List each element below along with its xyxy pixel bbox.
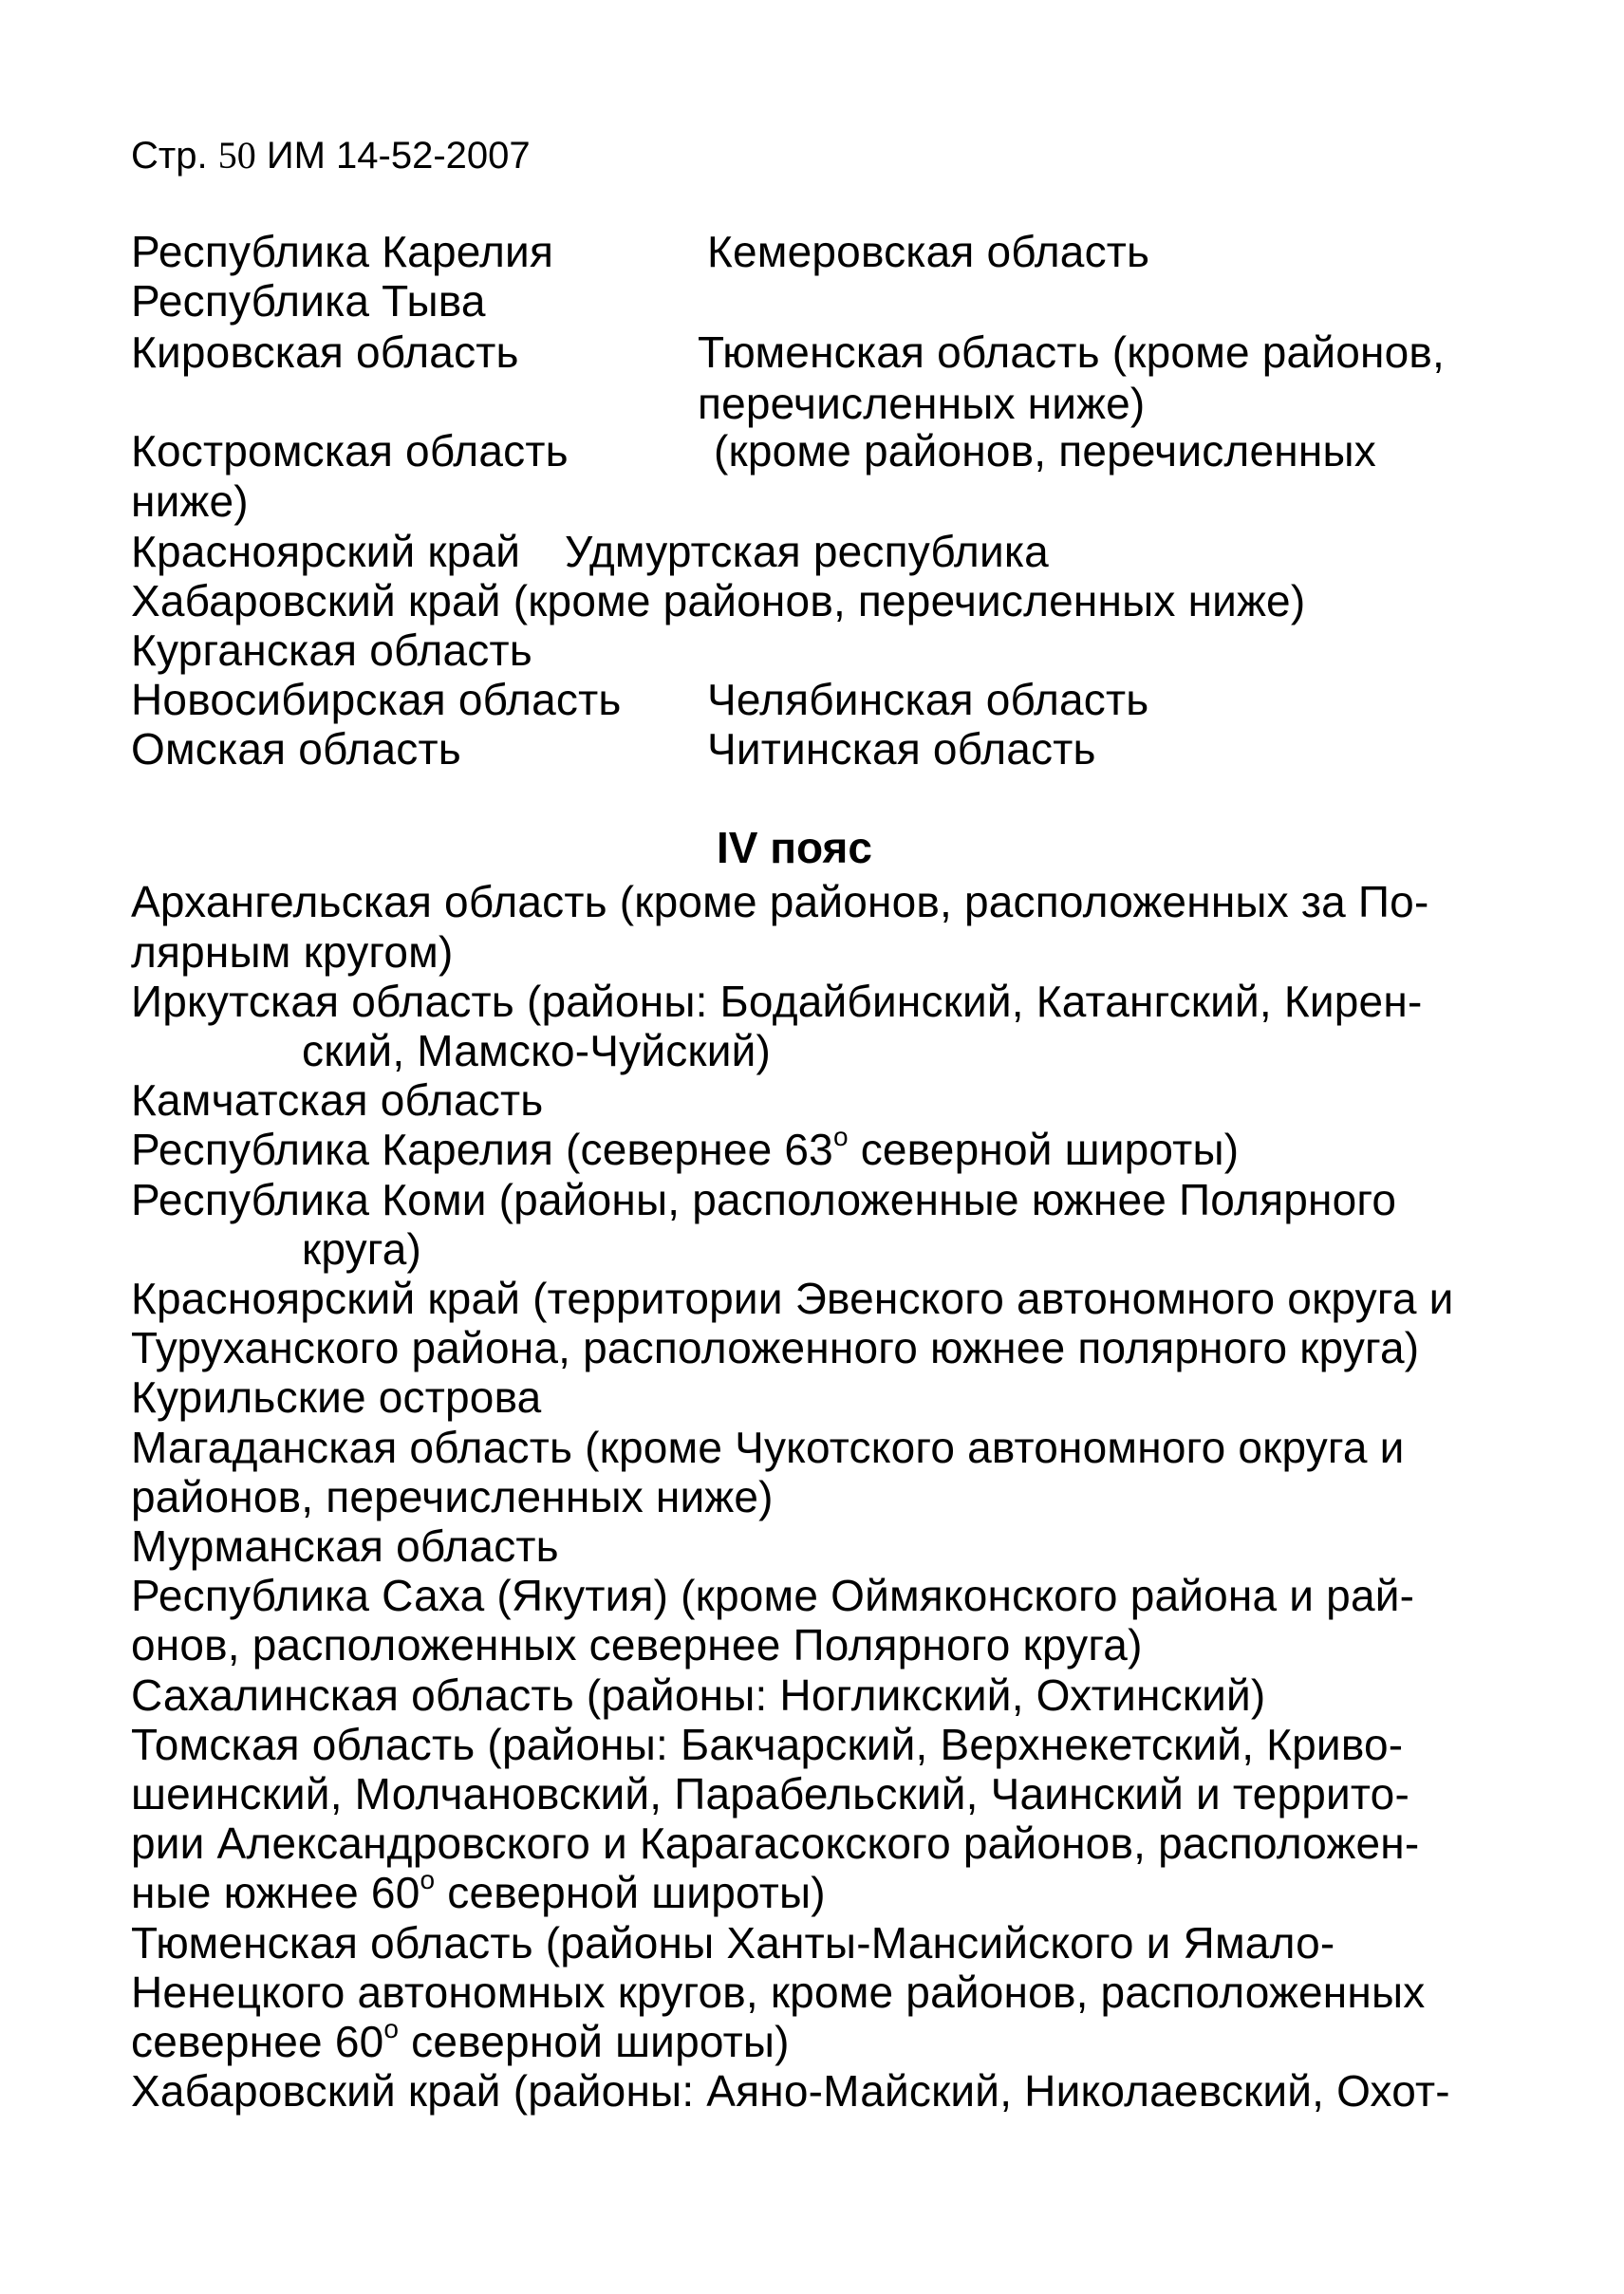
region-line: шеинский, Молчановский, Парабельский, Чаинский и террито- [131,1769,1409,1818]
page-number: 50 [217,134,256,177]
region-line: Магаданская область (кроме Чукотского автономного округа и [131,1423,1405,1472]
degree-sign: o [383,2014,400,2043]
region-line [131,1122,1240,1174]
region-line: Архангельская область (кроме районов, расположенных за По- [131,877,1429,926]
region-line: Томская область (районы: Бакчарский, Верхнекетский, Криво- [131,1720,1404,1769]
region-line-text: северной широты) [435,1868,826,1917]
region-line-text: севернее 60 [131,2017,384,2066]
region-line: Курильские острова [131,1372,542,1422]
region-line [131,2014,790,2066]
region-item: Удмуртская республика [565,527,1049,576]
region-line: круга) [302,1224,422,1274]
region-line-text: северной широты) [399,2017,790,2066]
region-item: Омская область [131,724,461,774]
degree-sign: o [832,1122,849,1151]
region-line-text: ные южнее 60 [131,1868,420,1917]
document-code: ИМ 14-52-2007 [266,135,531,177]
region-line: онов, расположенных севернее Полярного круга) [131,1620,1143,1669]
region-item: Хабаровский край (кроме районов, перечисленных ниже) [131,576,1306,625]
region-line: ский, Мамско-Чуйский) [302,1026,772,1075]
region-item: Челябинская область [707,675,1149,724]
region-line: Мурманская область [131,1521,559,1571]
region-line: Хабаровский край (районы: Аяно-Майский, Николаевский, Охот- [131,2066,1450,2116]
region-item: Республика Карелия [131,227,554,276]
region-item: Красноярский край [131,527,521,576]
page-header [131,133,531,177]
region-item: перечисленных ниже) [698,379,1146,428]
region-line: Камчатская область [131,1075,544,1125]
region-line: Иркутская область (районы: Бодайбинский, Катангский, Кирен- [131,977,1423,1026]
degree-sign: o [420,1865,436,1894]
region-line: Республика Саха (Якутия) (кроме Оймяконского района и рай- [131,1571,1415,1620]
region-item: Новосибирская область [131,675,622,724]
region-line: Ненецкого автономных кругов, кроме районов, расположенных [131,1968,1426,2017]
region-line: рии Александровского и Карагасокского районов, расположен- [131,1818,1420,1868]
region-item: Тюменская область (кроме районов, [698,327,1446,377]
region-item: Республика Тыва [131,276,486,326]
zone-heading: IV пояс [717,823,872,872]
region-item: Курганская область [131,625,532,675]
page-prefix: Стр. [131,135,208,177]
region-line: Красноярский край (территории Эвенского автономного округа и [131,1274,1454,1323]
region-line: лярным кругом) [131,927,454,977]
region-line-text: северной широты) [848,1125,1240,1174]
region-line: Туруханского района, расположенного южнее полярного круга) [131,1323,1420,1372]
region-line: Тюменская область (районы Ханты-Мансийского и Ямало- [131,1918,1335,1968]
region-line: Сахалинская область (районы: Ногликский, Охтинский) [131,1670,1266,1720]
region-item: Читинская область [707,724,1096,774]
region-item: Кировская область [131,327,519,377]
region-item: Кемеровская область [707,227,1150,276]
region-line: районов, перечисленных ниже) [131,1472,774,1521]
region-item: Костромская область [131,426,569,476]
region-item: ниже) [131,476,249,526]
region-line [131,1865,826,1917]
region-line: Республика Коми (районы, расположенные южнее Полярного [131,1175,1397,1224]
region-line-text: Республика Карелия (севернее 63 [131,1125,833,1174]
region-item: (кроме районов, перечисленных [714,426,1376,476]
